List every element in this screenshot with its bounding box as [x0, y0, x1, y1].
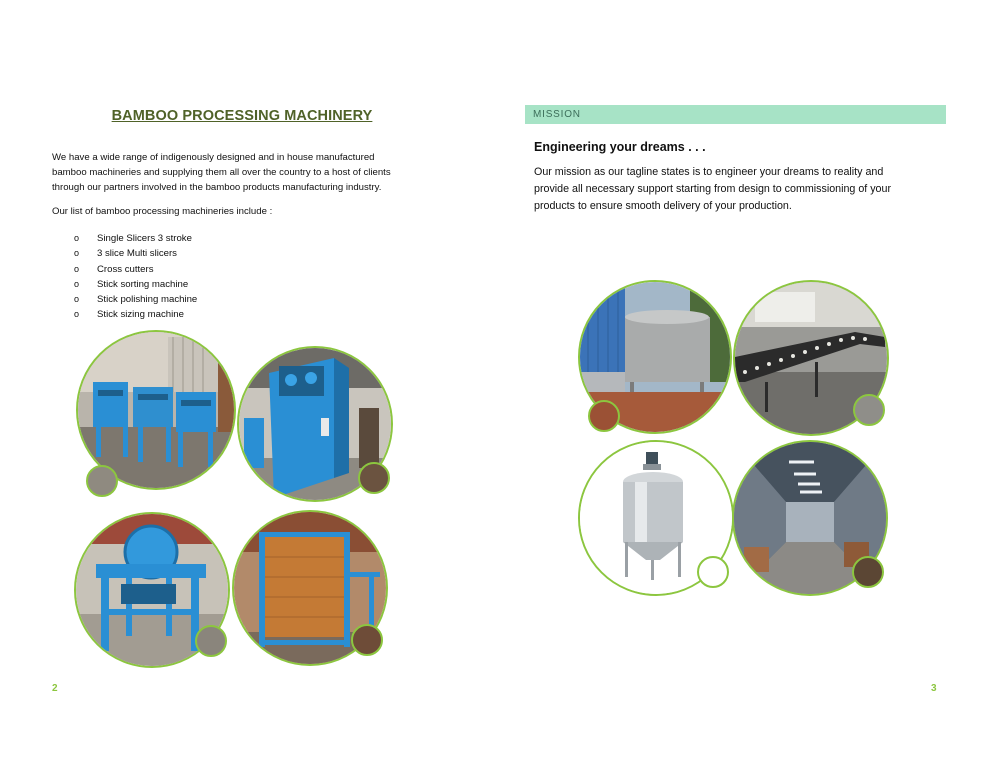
accent-circle: [351, 624, 383, 656]
mission-line: products to ensure smooth delivery of your production.: [534, 200, 792, 212]
mission-line: provide all necessary support starting from design to commissioning of your: [534, 183, 892, 195]
page-number: 3: [931, 683, 937, 694]
bullet-icon: o: [74, 309, 80, 320]
bullet-icon: o: [74, 294, 80, 305]
list-item: o 3 slice Multi slicers: [74, 246, 197, 261]
list-item: o Single Slicers 3 stroke: [74, 231, 197, 246]
accent-circle: [697, 556, 729, 588]
intro-paragraph: [52, 150, 452, 196]
list-intro: Our list of bamboo processing machineries include :: [52, 206, 273, 217]
accent-circle: [853, 394, 885, 426]
page-number: 2: [52, 683, 58, 694]
mission-heading: Engineering your dreams . . .: [534, 140, 706, 154]
accent-circle: [195, 625, 227, 657]
right-page: [495, 0, 990, 765]
intro-line: through our partners involved in the bamboo products manufacturing industry.: [52, 182, 382, 193]
section-label: MISSION: [525, 105, 946, 124]
bullet-icon: o: [74, 263, 80, 274]
list-item: o Stick sorting machine: [74, 277, 197, 292]
intro-line: bamboo machineries and supplying them all over the country to a host of clients: [52, 167, 391, 178]
page-title: BAMBOO PROCESSING MACHINERY: [111, 108, 373, 124]
accent-circle: [86, 465, 118, 497]
machine-list: [74, 231, 197, 323]
accent-circle: [852, 556, 884, 588]
accent-circle: [358, 462, 390, 494]
list-item: o Stick sizing machine: [74, 307, 197, 322]
list-item: o Cross cutters: [74, 262, 197, 277]
intro-line: We have a wide range of indigenously designed and in house manufactured: [52, 152, 375, 163]
bullet-icon: o: [74, 248, 80, 259]
mission-paragraph: [534, 164, 934, 215]
list-item: o Stick polishing machine: [74, 292, 197, 307]
bullet-icon: o: [74, 233, 80, 243]
accent-circle: [588, 400, 620, 432]
bullet-icon: o: [74, 278, 80, 289]
mission-line: Our mission as our tagline states is to engineer your dreams to reality and: [534, 166, 884, 178]
